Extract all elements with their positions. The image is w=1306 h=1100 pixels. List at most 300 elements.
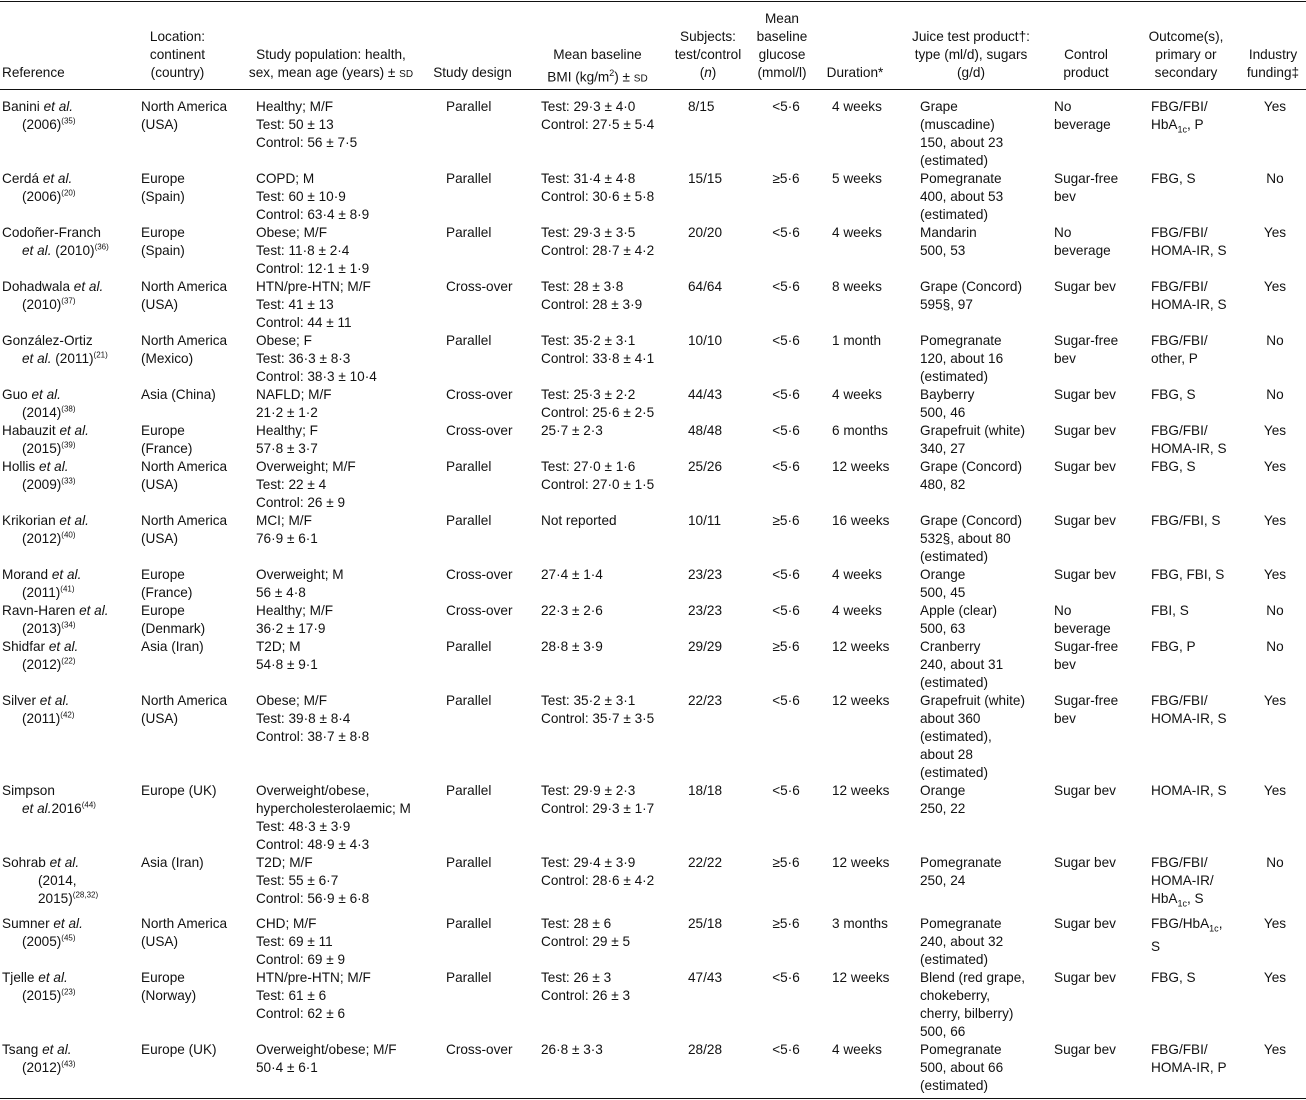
header-bmi-line: Mean baseline	[553, 47, 642, 62]
cell-pop	[256, 602, 431, 638]
cell-dur	[832, 915, 902, 933]
cell-n	[688, 915, 743, 933]
cell-juice-line: about 28	[920, 747, 973, 762]
cell-pop-line: Obese; F	[256, 333, 312, 348]
cell-n	[688, 692, 743, 710]
cell-dur-line: 4 weeks	[832, 603, 882, 618]
cell-out	[1151, 782, 1246, 800]
cell-juice	[920, 422, 1040, 458]
cell-juice	[920, 602, 1040, 638]
cell-ctrl-line: No	[1054, 603, 1072, 618]
cell-ref	[2, 422, 122, 458]
header-control-line: Control	[1064, 47, 1108, 62]
cell-n-line: 15/15	[688, 171, 723, 186]
cell-loc-line: (USA)	[141, 297, 179, 312]
cell-pop	[256, 566, 431, 602]
cell-loc-line: (USA)	[141, 711, 179, 726]
header-reference	[2, 64, 72, 82]
cell-ctrl	[1054, 170, 1139, 206]
cell-loc	[141, 602, 246, 638]
cell-juice-line: (muscadine)	[920, 117, 995, 132]
cell-juice-line: Grape (Concord)	[920, 513, 1022, 528]
cell-design-line: Cross-over	[446, 423, 513, 438]
cell-glu-line: <5·6	[772, 693, 800, 708]
cell-bmi-line: Control: 28 ± 3·9	[541, 297, 643, 312]
cell-fund-line: No	[1266, 603, 1284, 618]
cell-n-line: 22/22	[688, 855, 723, 870]
cell-fund-line: Yes	[1263, 916, 1287, 931]
cell-bmi	[541, 915, 671, 951]
cell-glu-line: <5·6	[772, 423, 800, 438]
cell-n-line: 29/29	[688, 639, 723, 654]
cell-ref-line: Hollis et al.	[2, 459, 69, 474]
cell-bmi	[541, 782, 671, 818]
cell-juice-line: 240, about 32	[920, 934, 1004, 949]
cell-ref-line: Habauzit et al.	[2, 423, 89, 438]
cell-pop	[256, 854, 431, 908]
cell-fund	[1250, 386, 1300, 404]
cell-juice-line: (estimated)	[920, 153, 988, 168]
cell-fund	[1250, 98, 1300, 116]
cell-dur	[832, 969, 902, 987]
cell-fund	[1250, 224, 1300, 242]
cell-juice-line: Orange	[920, 567, 966, 582]
cell-juice	[920, 332, 1040, 386]
cell-fund	[1250, 512, 1300, 530]
cell-ref	[2, 512, 122, 548]
header-outcome-line: Outcome(s),	[1148, 29, 1224, 44]
cell-pop-line: Test: 69 ± 11	[256, 934, 333, 949]
cell-out-line: FBG, FBI, S	[1151, 567, 1225, 582]
header-funding	[1240, 46, 1306, 82]
cell-n	[688, 170, 743, 188]
cell-bmi-line: 27·4 ± 1·4	[541, 567, 603, 582]
cell-pop-line: NAFLD; M/F	[256, 387, 332, 402]
cell-loc	[141, 458, 246, 494]
cell-bmi	[541, 566, 671, 584]
cell-ref-line: Tjelle et al.	[2, 970, 68, 985]
cell-loc	[141, 566, 246, 602]
cell-fund	[1250, 638, 1300, 656]
cell-fund-line: Yes	[1263, 279, 1287, 294]
cell-n-line: 47/43	[688, 970, 723, 985]
cell-ref	[2, 854, 122, 908]
cell-juice-line: 595§, 97	[920, 297, 973, 312]
cell-ref	[2, 602, 122, 638]
cell-bmi	[541, 969, 671, 1005]
cell-loc	[141, 638, 246, 656]
cell-design	[446, 969, 521, 987]
cell-design	[446, 1041, 521, 1059]
cell-dur-line: 6 months	[832, 423, 888, 438]
cell-juice-line: 500, 46	[920, 405, 966, 420]
cell-juice	[920, 915, 1040, 969]
cell-ctrl	[1054, 332, 1139, 368]
cell-fund	[1250, 566, 1300, 584]
cell-glu	[756, 638, 816, 656]
cell-glu-line: <5·6	[772, 459, 800, 474]
cell-ref-line: et al. (2010)$^{(36)}$	[22, 242, 109, 258]
cell-fund	[1250, 278, 1300, 296]
cell-loc-line: (Spain)	[141, 189, 185, 204]
cell-pop-line: T2D; M	[256, 639, 301, 654]
header-duration-line: Duration*	[826, 65, 884, 80]
cell-ref-line: (2012)$^{(40)}$	[22, 530, 76, 546]
header-location-line: continent	[149, 47, 206, 62]
cell-out-line: HOMA-IR, S	[1151, 441, 1227, 456]
cell-out-line: HOMA-IR, S	[1151, 711, 1227, 726]
cell-design	[446, 854, 521, 872]
cell-juice-line: (estimated)	[920, 952, 988, 967]
cell-n-line: 64/64	[688, 279, 723, 294]
cell-juice-line: 532§, about 80	[920, 531, 1011, 546]
cell-juice-line: Apple (clear)	[920, 603, 998, 618]
cell-pop	[256, 692, 431, 746]
header-bmi-line: BMI $(kg/m^2)$ ± SD	[547, 68, 648, 85]
cell-n-line: 48/48	[688, 423, 723, 438]
cell-juice-line: Pomegranate	[920, 916, 1002, 931]
cell-pop-line: Test: 55 ± 6·7	[256, 873, 339, 888]
cell-pop-line: Control: 38·3 ± 10·4	[256, 369, 377, 384]
cell-ref-line: Krikorian et al.	[2, 513, 89, 528]
cell-ref	[2, 278, 122, 314]
cell-juice-line: Grape (Concord)	[920, 459, 1022, 474]
cell-pop-line: 21·2 ± 1·2	[256, 405, 318, 420]
cell-ctrl-line: Sugar bev	[1054, 387, 1116, 402]
cell-ctrl	[1054, 278, 1139, 296]
cell-design	[446, 278, 521, 296]
cell-ref-line: (2013)$^{(34)}$	[22, 620, 76, 636]
cell-pop-line: Test: 61 ± 6	[256, 988, 327, 1003]
cell-out	[1151, 969, 1246, 987]
cell-bmi-line: Control: 27·5 ± 5·4	[541, 117, 655, 132]
cell-juice-line: 500, 53	[920, 243, 966, 258]
cell-ctrl-line: No	[1054, 225, 1072, 240]
cell-out	[1151, 512, 1246, 530]
cell-pop-line: Control: 48·9 ± 4·3	[256, 837, 370, 852]
cell-ref-line: Morand et al.	[2, 567, 82, 582]
cell-loc	[141, 278, 246, 314]
cell-loc	[141, 512, 246, 548]
cell-ctrl-line: Sugar bev	[1054, 783, 1116, 798]
cell-pop	[256, 458, 431, 512]
cell-n-line: 20/20	[688, 225, 723, 240]
cell-juice-line: about 360	[920, 711, 981, 726]
cell-juice	[920, 386, 1040, 422]
cell-ref-line: Dohadwala et al.	[2, 279, 104, 294]
cell-pop-line: 76·9 ± 6·1	[256, 531, 318, 546]
cell-ref	[2, 224, 122, 260]
cell-ctrl-line: beverage	[1054, 243, 1111, 258]
cell-juice-line: 150, about 23	[920, 135, 1004, 150]
cell-pop	[256, 278, 431, 332]
cell-dur-line: 12 weeks	[832, 783, 890, 798]
cell-glu-line: <5·6	[772, 99, 800, 114]
cell-n	[688, 98, 743, 116]
cell-out-line: S	[1151, 938, 1161, 954]
cell-n	[688, 854, 743, 872]
cell-n	[688, 512, 743, 530]
cell-bmi-line: Control: 28·6 ± 4·2	[541, 873, 655, 888]
cell-ctrl	[1054, 224, 1139, 260]
cell-bmi-line: Test: 26 ± 3	[541, 970, 612, 985]
cell-loc-line: (France)	[141, 441, 193, 456]
cell-ref-line: Shidfar et al.	[2, 639, 79, 654]
cell-bmi	[541, 512, 671, 530]
header-glucose	[750, 10, 814, 82]
cell-design	[446, 332, 521, 350]
cell-dur	[832, 1041, 902, 1059]
cell-dur	[832, 458, 902, 476]
cell-pop-line: hypercholesterolaemic; M	[256, 801, 411, 816]
cell-pop-line: Overweight/obese,	[256, 783, 370, 798]
cell-n	[688, 638, 743, 656]
cell-ref-line: (2011)$^{(42)}$	[22, 710, 75, 726]
header-population-line: Study population: health,	[256, 47, 406, 62]
cell-bmi-line: 28·8 ± 3·9	[541, 639, 603, 654]
cell-pop-line: Control: 62 ± 6	[256, 1006, 346, 1021]
cell-bmi-line: 25·7 ± 2·3	[541, 423, 603, 438]
cell-ref-line: (2005)$^{(45)}$	[22, 933, 76, 949]
cell-fund-line: Yes	[1263, 459, 1287, 474]
cell-juice-line: (estimated)	[920, 765, 988, 780]
cell-ref-line: Simpson	[2, 783, 55, 798]
cell-ref-line: (2012)$^{(22)}$	[22, 656, 76, 672]
cell-loc-line: North America	[141, 693, 228, 708]
cell-bmi-line: Test: 28 ± 6	[541, 916, 612, 931]
cell-juice-line: Bayberry	[920, 387, 975, 402]
cell-pop-line: Test: 39·8 ± 8·4	[256, 711, 351, 726]
cell-ctrl	[1054, 458, 1139, 476]
cell-loc-line: (France)	[141, 585, 193, 600]
cell-pop-line: 54·8 ± 9·1	[256, 657, 318, 672]
cell-ctrl-line: Sugar-free	[1054, 333, 1119, 348]
header-control	[1046, 46, 1126, 82]
cell-loc	[141, 332, 246, 368]
cell-glu-line: <5·6	[772, 333, 800, 348]
cell-pop-line: Test: 41 ± 13	[256, 297, 334, 312]
cell-design	[446, 566, 521, 584]
header-subjects-line: test/control	[674, 47, 742, 62]
cell-glu-line: <5·6	[772, 783, 800, 798]
cell-ctrl	[1054, 915, 1139, 933]
cell-ref	[2, 692, 122, 728]
cell-n-line: 18/18	[688, 783, 723, 798]
cell-n	[688, 224, 743, 242]
cell-ref-line: Banini et al.	[2, 99, 74, 114]
cell-juice-line: 250, 24	[920, 873, 966, 888]
cell-pop-line: Test: 60 ± 10·9	[256, 189, 346, 204]
cell-n	[688, 458, 743, 476]
cell-glu	[756, 566, 816, 584]
cell-glu-line: ≥5·6	[772, 171, 800, 186]
cell-ref-line: 2015)$^{(28,32)}$	[38, 890, 99, 906]
cell-bmi-line: Test: 29·4 ± 3·9	[541, 855, 636, 870]
cell-design	[446, 602, 521, 620]
cell-fund-line: Yes	[1263, 693, 1287, 708]
cell-out	[1151, 602, 1246, 620]
cell-bmi-line: Not reported	[541, 513, 617, 528]
cell-ref-line: Guo et al.	[2, 387, 61, 402]
cell-dur	[832, 386, 902, 404]
header-funding-line: funding‡	[1246, 65, 1300, 80]
cell-glu-line: ≥5·6	[772, 513, 800, 528]
cell-design	[446, 458, 521, 476]
cell-pop-line: Overweight; M/F	[256, 459, 356, 474]
cell-bmi	[541, 638, 671, 656]
cell-ctrl	[1054, 602, 1139, 638]
cell-design	[446, 422, 521, 440]
cell-loc	[141, 386, 246, 404]
cell-loc	[141, 969, 246, 1005]
cell-glu	[756, 1041, 816, 1059]
cell-fund-line: Yes	[1263, 513, 1287, 528]
header-glucose-line: (mmol/l)	[757, 65, 807, 80]
cell-pop-line: Control: 56 ± 7·5	[256, 135, 358, 150]
cell-loc-line: North America	[141, 99, 228, 114]
cell-dur	[832, 692, 902, 710]
cell-loc-line: (Norway)	[141, 988, 197, 1003]
cell-ref	[2, 332, 122, 368]
cell-bmi-line: Control: 33·8 ± 4·1	[541, 351, 655, 366]
cell-ctrl-line: Sugar bev	[1054, 513, 1116, 528]
cell-bmi	[541, 854, 671, 890]
cell-out	[1151, 854, 1246, 913]
cell-fund	[1250, 458, 1300, 476]
cell-ref-line: (2010)$^{(37)}$	[22, 296, 76, 312]
header-subjects-line: Subjects:	[680, 29, 736, 44]
cell-out-line: FBG, S	[1151, 171, 1196, 186]
cell-dur	[832, 566, 902, 584]
cell-glu	[756, 692, 816, 710]
cell-dur	[832, 782, 902, 800]
cell-ref	[2, 98, 122, 134]
cell-glu-line: <5·6	[772, 279, 800, 294]
header-reference-line: Reference	[2, 65, 65, 80]
cell-bmi-line: Test: 29·3 ± 4·0	[541, 99, 636, 114]
cell-fund	[1250, 602, 1300, 620]
cell-loc-line: (USA)	[141, 477, 179, 492]
cell-bmi	[541, 224, 671, 260]
cell-loc-line: (USA)	[141, 117, 179, 132]
cell-glu	[756, 915, 816, 933]
cell-bmi-line: Test: 28 ± 3·8	[541, 279, 624, 294]
cell-loc	[141, 782, 246, 800]
cell-bmi-line: 22·3 ± 2·6	[541, 603, 603, 618]
cell-juice-line: 240, about 31	[920, 657, 1004, 672]
cell-out-line: FBG, S	[1151, 970, 1196, 985]
cell-bmi	[541, 98, 671, 134]
cell-ref-line: Sohrab et al.	[2, 855, 80, 870]
cell-loc	[141, 854, 246, 872]
cell-out-line: HOMA-IR/	[1151, 873, 1214, 888]
cell-juice	[920, 98, 1040, 170]
cell-design-line: Cross-over	[446, 1042, 513, 1057]
cell-loc-line: Asia (China)	[141, 387, 216, 402]
cell-dur	[832, 422, 902, 440]
cell-ref-line: Ravn-Haren et al.	[2, 603, 109, 618]
cell-glu	[756, 98, 816, 116]
cell-dur-line: 4 weeks	[832, 99, 882, 114]
cell-ctrl-line: Sugar bev	[1054, 423, 1116, 438]
cell-loc-line: Europe (UK)	[141, 1042, 217, 1057]
cell-ctrl	[1054, 969, 1139, 987]
header-location-line: Location:	[149, 29, 206, 44]
cell-ctrl-line: Sugar bev	[1054, 970, 1116, 985]
cell-design	[446, 782, 521, 800]
cell-loc-line: North America	[141, 916, 228, 931]
cell-pop	[256, 170, 431, 224]
cell-ctrl-line: Sugar bev	[1054, 916, 1116, 931]
cell-bmi-line: Control: 26 ± 3	[541, 988, 631, 1003]
cell-juice	[920, 566, 1040, 602]
cell-fund-line: Yes	[1263, 1042, 1287, 1057]
cell-loc-line: North America	[141, 279, 228, 294]
cell-pop-line: 56 ± 4·8	[256, 585, 306, 600]
cell-ctrl-line: bev	[1054, 657, 1076, 672]
cell-out-line: FBG/FBI/	[1151, 693, 1208, 708]
cell-ref-line: et al. (2011)$^{(21)}$	[22, 350, 108, 366]
cell-bmi-line: Control: 29·3 ± 1·7	[541, 801, 655, 816]
cell-pop	[256, 1041, 431, 1077]
cell-ref	[2, 969, 122, 1005]
cell-loc-line: North America	[141, 513, 228, 528]
cell-ref-line: Silver et al.	[2, 693, 70, 708]
cell-out-line: FBI, S	[1151, 603, 1189, 618]
cell-pop-line: Test: 11·8 ± 2·4	[256, 243, 350, 258]
cell-out-line: FBG/HbA$_{1c}$,	[1151, 916, 1223, 934]
cell-dur-line: 4 weeks	[832, 225, 882, 240]
cell-glu-line: <5·6	[772, 567, 800, 582]
cell-juice-line: chokeberry,	[920, 988, 991, 1003]
cell-design-line: Parallel	[446, 783, 492, 798]
cell-loc-line: Asia (Iran)	[141, 855, 204, 870]
cell-bmi-line: Test: 35·2 ± 3·1	[541, 693, 636, 708]
cell-design-line: Parallel	[446, 855, 492, 870]
cell-juice-line: 340, 27	[920, 441, 966, 456]
cell-glu	[756, 422, 816, 440]
cell-dur	[832, 278, 902, 296]
cell-juice-line: Mandarin	[920, 225, 977, 240]
header-glucose-line: baseline	[756, 29, 808, 44]
cell-glu	[756, 386, 816, 404]
cell-n-line: 25/18	[688, 916, 723, 931]
cell-glu-line: <5·6	[772, 603, 800, 618]
cell-ref-line: (2014,	[38, 873, 77, 888]
cell-juice-line: (estimated)	[920, 369, 988, 384]
cell-pop	[256, 638, 431, 674]
cell-fund	[1250, 692, 1300, 710]
cell-design	[446, 98, 521, 116]
cell-out-line: HbA$_{1c}$, P	[1151, 117, 1204, 135]
cell-pop-line: HTN/pre-HTN; M/F	[256, 279, 371, 294]
cell-dur	[832, 602, 902, 620]
cell-loc-line: (USA)	[141, 531, 179, 546]
cell-glu	[756, 224, 816, 242]
cell-juice	[920, 170, 1040, 224]
cell-ref	[2, 1041, 122, 1077]
cell-juice-line: Grapefruit (white)	[920, 693, 1026, 708]
cell-bmi-line: Test: 29·3 ± 3·5	[541, 225, 636, 240]
cell-ref-line: (2012)$^{(43)}$	[22, 1059, 76, 1075]
cell-loc	[141, 422, 246, 458]
header-design	[420, 64, 525, 82]
cell-out-line: FBG/FBI/	[1151, 279, 1208, 294]
cell-ctrl	[1054, 854, 1139, 872]
cell-ctrl	[1054, 386, 1139, 404]
cell-out-line: FBG/FBI/	[1151, 855, 1208, 870]
cell-juice-line: (estimated)	[920, 549, 988, 564]
